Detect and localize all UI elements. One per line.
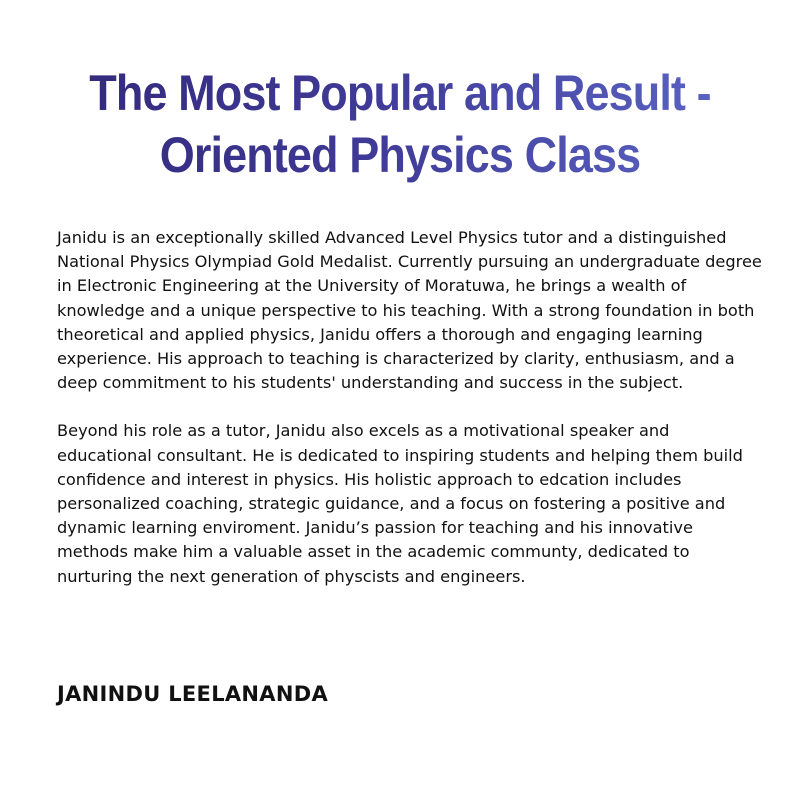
page-title-line-1: The Most Popular and Result - (89, 65, 711, 121)
bio-paragraph-2: Beyond his role as a tutor, Janidu also excels as a motivational speaker and educational consultant. He is dedicated to inspiring students and helping them build confidence and interest in physics. His holistic approach to edcation includes personalized coaching, strategic guidance, and a focus on fostering a positive and dynamic learning enviroment. Janidu’s passion for teaching and his innovative methods make him a valuable asset in the academic communty, dedicated to nurturing the next generation of physcists and engineers. (57, 421, 743, 586)
bio-text (57, 226, 763, 613)
page-title (76, 62, 724, 186)
page-title-line-2: Oriented Physics Class (159, 127, 641, 183)
bio-paragraph-1: Janidu is an exceptionally skilled Advanced Level Physics tutor and a distinguished National Physics Olympiad Gold Medalist. Currently pursuing an undergraduate degree in Electronic Engineering at the University of Moratuwa, he brings a wealth of knowledge and a unique perspective to his teaching. With a strong foundation in both theoretical and applied physics, Janidu offers a thorough and engaging learning experience. His approach to teaching is characterized by clarity, enthusiasm, and a deep commitment to his students' understanding and success in the subject. (57, 228, 762, 393)
author-name: JANINDU LEELANANDA (57, 682, 329, 706)
